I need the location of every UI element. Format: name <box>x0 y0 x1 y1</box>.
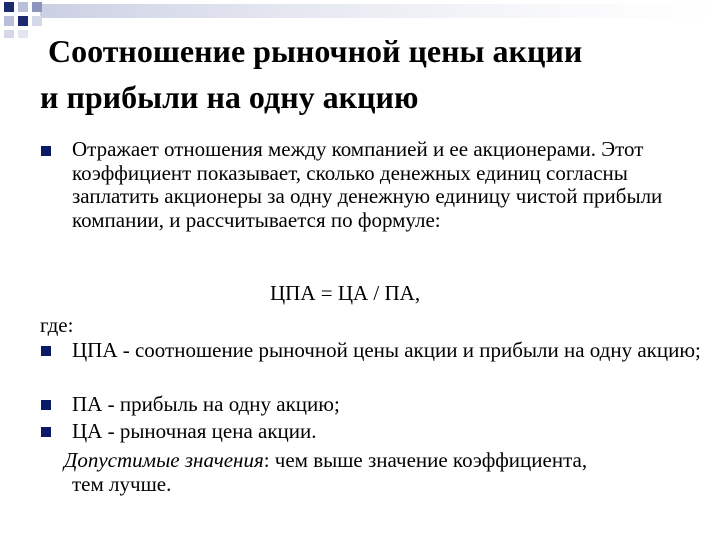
formula: ЦПА = ЦА / ПА, <box>270 281 421 305</box>
acceptable-values-note <box>64 448 704 496</box>
definition-item: ЦПА - соотношение рыночной цены акции и прибыли на одну акцию; <box>72 338 701 362</box>
where-label: где: <box>40 313 74 337</box>
description-paragraph: Отражает отношения между компанией и ее акционерами. Этот коэффициент показывает, сколько денежных единиц согласны заплатить акционеры за одну денежную единицу чистой прибыли компании, и рассчитывается по формуле: <box>72 137 663 232</box>
bullet-square-icon <box>41 346 51 356</box>
slide-title <box>40 28 700 120</box>
note-label: Допустимые значения <box>64 448 264 472</box>
note-text-continuation: тем лучше. <box>72 472 172 496</box>
definition-item: ПА - прибыль на одну акцию; <box>72 392 340 416</box>
note-text: : чем выше значение коэффициента, <box>263 448 588 472</box>
slide-title-line-2: и прибыли на одну акцию <box>40 79 419 115</box>
bullet-square-icon <box>41 400 51 410</box>
definition-item: ЦА - рыночная цена акции. <box>72 419 317 443</box>
slide-title-line-1: Соотношение рыночной цены акции <box>48 33 583 69</box>
bullet-square-icon <box>41 427 51 437</box>
bullet-square-icon <box>41 146 51 156</box>
